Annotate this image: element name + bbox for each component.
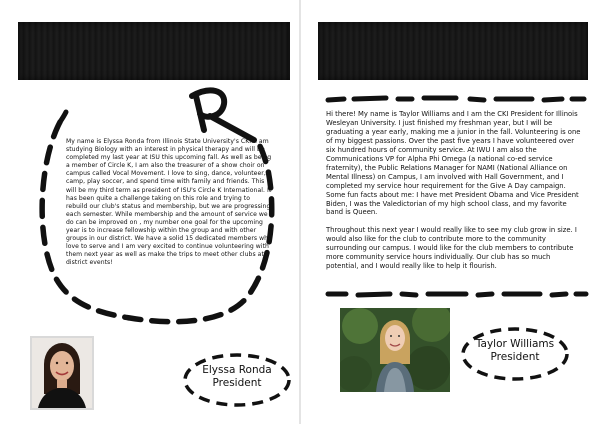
- taylor-bio-text: [326, 110, 582, 280]
- right-page: [300, 0, 600, 424]
- elyssa-role: President: [212, 377, 262, 389]
- elyssa-name: Elyssa Ronda: [202, 364, 272, 376]
- taylor-name-badge: [460, 326, 570, 382]
- taylor-role: President: [490, 351, 540, 363]
- taylor-bio-paragraph-1: Hi there! My name is Taylor Williams and I am the CKI President for Illinois Wesleyan University. I just finished my freshman year, but I will be graduating a year early, making me a junior in the fall. Volunteering is one of my biggest passions. Over the past five years I have volunteered over six hundred hours of community service. At IWU I am also the Communications VP for Alpha Phi Omega (a national co-ed service fraternity), the Public Relations Manager for NAMI (National Alliance on Mental Illness) on Campus, I am involved with Hall Government, and I completed my service hour requirement for the Give A Day campaign. Some fun facts about me: I have met President Obama and Vice President Biden, I was the Valedictorian of my high school class, and my favorite band is Queen.: [326, 110, 581, 217]
- right-header-banner: [318, 22, 588, 80]
- taylor-portrait-photo: [340, 308, 450, 392]
- elyssa-portrait-photo: [30, 336, 94, 410]
- elyssa-name-badge: [182, 352, 292, 408]
- elyssa-bio-text: My name is Elyssa Ronda from Illinois State University's CKI. I am studying Biology with an interest in physical therapy and will be completed my last year at ISU this upcoming fall. As well as being a member of Circle K, I am also the treasurer of a show choir on campus called Vocal Movement. I love to sing, dance, volunteer, camp, play soccer, and spend time with family and friends. This will be my third term as president of ISU's Circle K International. It has been quite a challenge taking on this role and trying to rebuild our club's status and membership, but we are progressing each semester. While membership and the amount of service we do can be improved on , my number one goal for the upcoming year is to increase fellowship within the group and with other groups in our district. We have a solid 15 dedicated members who love to serve and I am very excited to continue volunteering with them next year as well as make the trips to meet other clubs at district events!: [66, 138, 272, 267]
- taylor-name: Taylor Williams: [475, 338, 555, 350]
- left-header-banner: [18, 22, 290, 80]
- taylor-bio-paragraph-2: Throughout this next year I would really like to see my club grow in size. I would also like for the club to contribute more to the community surrounding our campus. I would like for the club members to contribute more community service hours individually. Our club has so much potential, and I would really like to help it flourish.: [326, 226, 577, 271]
